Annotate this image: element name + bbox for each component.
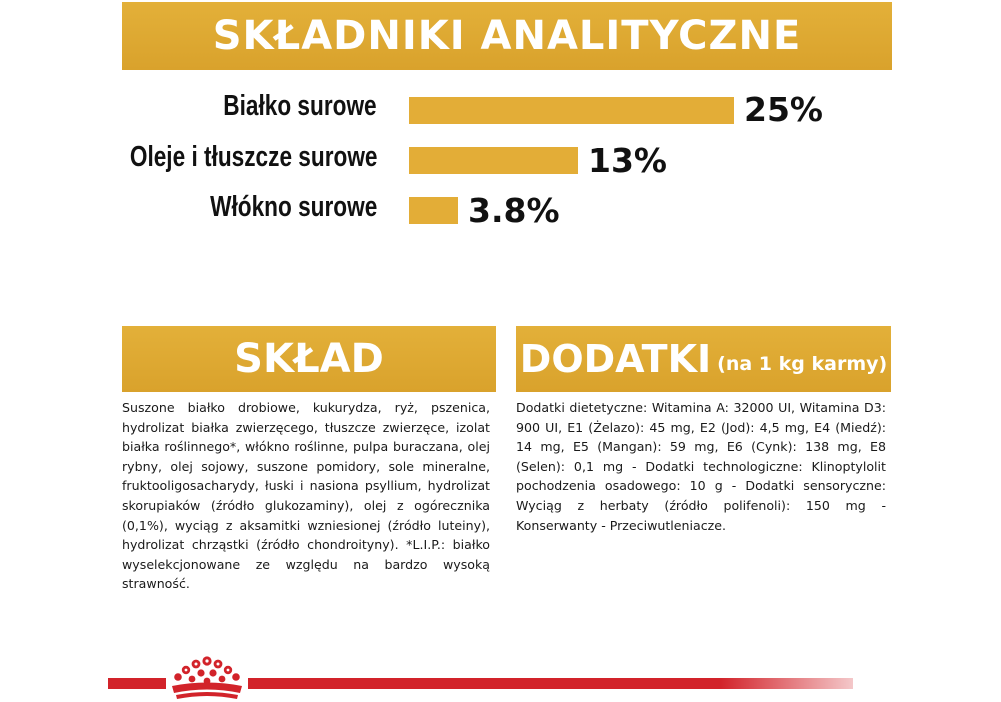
composition-text: Suszone białko drobiowe, kukurydza, ryż, pszenica, hydrolizat białka zwierzęcego, tłuszcze zwierzęce, izolat białka roślinnego*, włókno roślinne, pulpa buraczana, olej rybny, olej sojowy, suszone pomidory, sole mineralne, fruktooligosacharydy, łuski i nasiona psyllium, hydrolizat skorupiaków (źródło glukozaminy), olej z ogórecznika (0,1%), wyciąg z aksamitki wzniesionej (źródło luteiny), hydrolizat chrząstki (źródło chondroityny). *L.I.P.: białko wyselekcjonowane ze względu na bardzo wysoką strawność. bbox=[122, 400, 490, 592]
nutrient-label-fat: Oleje i tłuszcze surowe bbox=[129, 141, 377, 173]
royal-canin-crown-icon bbox=[166, 655, 248, 702]
additives-subtitle: (na 1 kg karmy) bbox=[717, 353, 888, 375]
nutrient-label-fiber: Włókno surowe bbox=[209, 191, 377, 223]
nutrient-bar-protein bbox=[409, 97, 734, 124]
footer-red-line-left bbox=[108, 678, 166, 689]
footer-red-line-right bbox=[248, 678, 853, 689]
nutrient-value-fat: 13% bbox=[588, 141, 667, 180]
nutrient-bar-fat bbox=[409, 147, 578, 174]
additives-banner bbox=[516, 326, 891, 392]
analytic-banner bbox=[122, 2, 892, 70]
analytic-title: SKŁADNIKI ANALITYCZNE bbox=[212, 13, 802, 59]
additives-title: DODATKI bbox=[519, 337, 712, 381]
additives-text: Dodatki dietetyczne: Witamina A: 32000 UI, Witamina D3: 900 UI, E1 (Żelazo): 45 mg, E2 (Jod): 4,5 mg, E4 (Miedź): 14 mg, E5 (Mangan): 59 mg, E6 (Cynk): 138 mg, E8 (Selen): 0,1 mg - Dodatki technologiczne: Klinoptylolit pochodzenia osadowego: 10 g - Dodatki sensoryczne: Wyciąg z herbaty (źródło polifenoli): 150 mg - Konserwanty - Przeciwutleniacze. bbox=[516, 400, 886, 533]
composition-title: SKŁAD bbox=[234, 336, 384, 382]
nutrient-value-protein: 25% bbox=[744, 90, 823, 129]
nutrient-bar-fiber bbox=[409, 197, 458, 224]
nutrient-label-protein: Białko surowe bbox=[223, 90, 377, 122]
composition-banner bbox=[122, 326, 496, 392]
nutrient-value-fiber: 3.8% bbox=[468, 191, 560, 230]
